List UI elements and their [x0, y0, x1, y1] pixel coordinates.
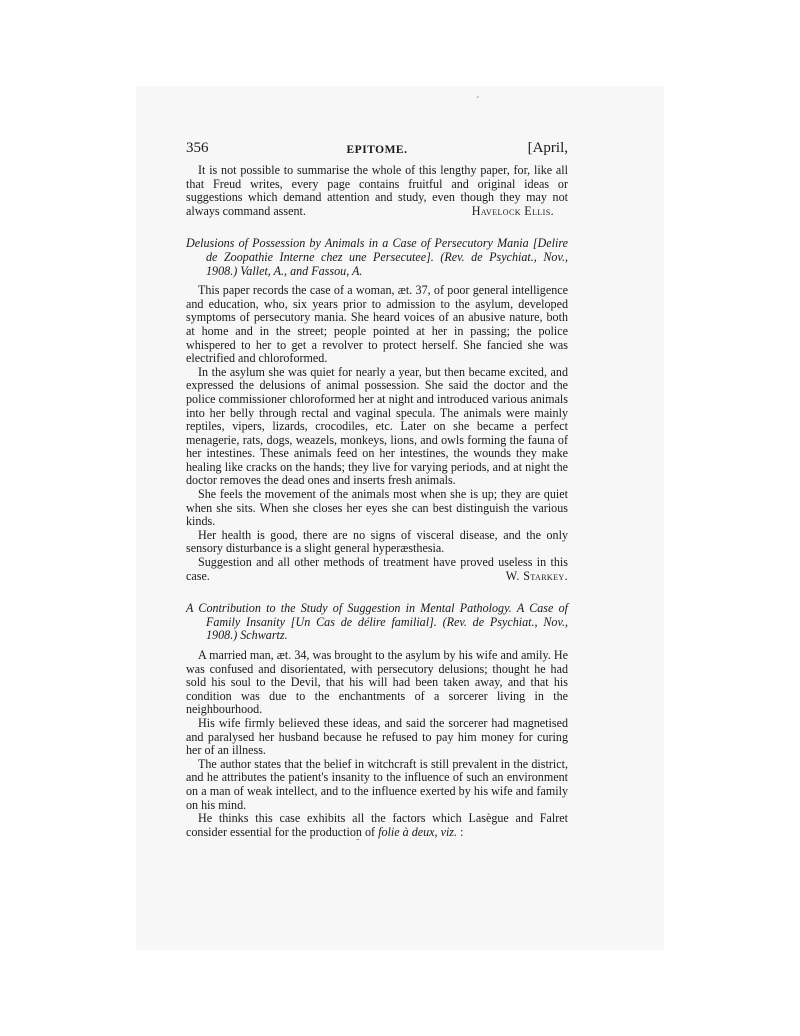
- article-1-last-text: Suggestion and all other methods of treatment have proved useless in this case.: [186, 555, 568, 583]
- scan-mark: ˊ: [476, 96, 480, 107]
- running-date: [April,: [527, 140, 568, 156]
- article-2-last-prefix: He thinks this case exhibits all the factors which Lasègue and Falret consider essential for the production of: [186, 811, 568, 839]
- intro-paragraph: [186, 164, 568, 218]
- intro-text: It is not possible to summarise the whole of this lengthy paper, for, like all that Freud writes, every page contains fruitful and original ideas or suggestions which demand attention and study, even though they may not always command assent.: [186, 163, 568, 218]
- page-number: 356: [186, 140, 209, 156]
- scan-mark: ˜: [356, 838, 360, 849]
- article-1-paragraph: This paper records the case of a woman, æt. 37, of poor general intelligence and education, who, six years prior to admission to the asylum, developed symptoms of persecutory mania. She heard voices of an abusive nature, both at home and in the street; people pointed at her in passing; the police whispered to her to get a revolver to protect herself. She fancied she was electrified and chloroformed.: [186, 283, 568, 366]
- article-2-paragraph: A married man, æt. 34, was brought to the asylum by his wife and amily. He was confused and disorientated, with persecutory delusions; thought he had sold his soul to the Devil, that his will had been taken away, and that his condition was due to the enchantments of a sorcerer living in the neighbourhood.: [186, 648, 568, 717]
- page-header: [186, 142, 568, 164]
- article-1-paragraph: She feels the movement of the animals most when she is up; they are quiet when she sits. When she closes her eyes she can best distinguish the various kinds.: [186, 487, 568, 529]
- page-content: [186, 142, 568, 839]
- article-2-last-italic: folie à deux, viz.: [378, 824, 458, 839]
- article-2-last-paragraph: [186, 812, 568, 839]
- intro-signature: Havelock Ellis.: [471, 203, 554, 218]
- article-1-paragraph: In the asylum she was quiet for nearly a year, but then became excited, and expressed the delusions of animal possession. She said the doctor and the police commissioner chloroformed her at night and introduced various animals into her belly through rectal and vaginal specula. The animals were mainly reptiles, vipers, lizards, crocodiles, etc. Later on she became a perfect menagerie, rats, dogs, weazels, monkeys, lions, and owls forming the fauna of her intestines. These animals feed on her intestines, the wounds they make healing like cracks on the hands; they live for varying periods, and at night the doctor removes the dead ones and inserts fresh animals.: [186, 364, 568, 488]
- article-2-paragraph: His wife firmly believed these ideas, and said the sorcerer had magnetised and paralysed her husband because he refused to pay him money for curing her of an illness.: [186, 715, 568, 758]
- article-1-signature: W. Starkey.: [505, 568, 568, 583]
- article-2-paragraph: The author states that the belief in witchcraft is still prevalent in the district, and he attributes the patient's insanity to the influence of such an environment on a man of weak intellect, and to the influence exerted by his wife and family on his mind.: [186, 756, 568, 812]
- article-1-title: Delusions of Possession by Animals in a Case of Persecutory Mania [Delire de Zoopathie Interne chez une Persecutee]. (Rev. de Psychiat., Nov., 1908.) Vallet, A., and Fassou, A.: [186, 236, 568, 278]
- running-title: EPITOME.: [346, 144, 408, 156]
- article-2-title: A Contribution to the Study of Suggestion in Mental Pathology. A Case of Family Insanity [Un Cas de délire familial]. (Rev. de Psychiat., Nov., 1908.) Schwartz.: [186, 601, 568, 643]
- article-1-paragraph: Her health is good, there are no signs of visceral disease, and the only sensory disturbance is a slight general hyperæsthesia.: [186, 527, 568, 556]
- article-2-last-suffix: :: [457, 824, 464, 839]
- article-1-paragraph: [186, 556, 568, 583]
